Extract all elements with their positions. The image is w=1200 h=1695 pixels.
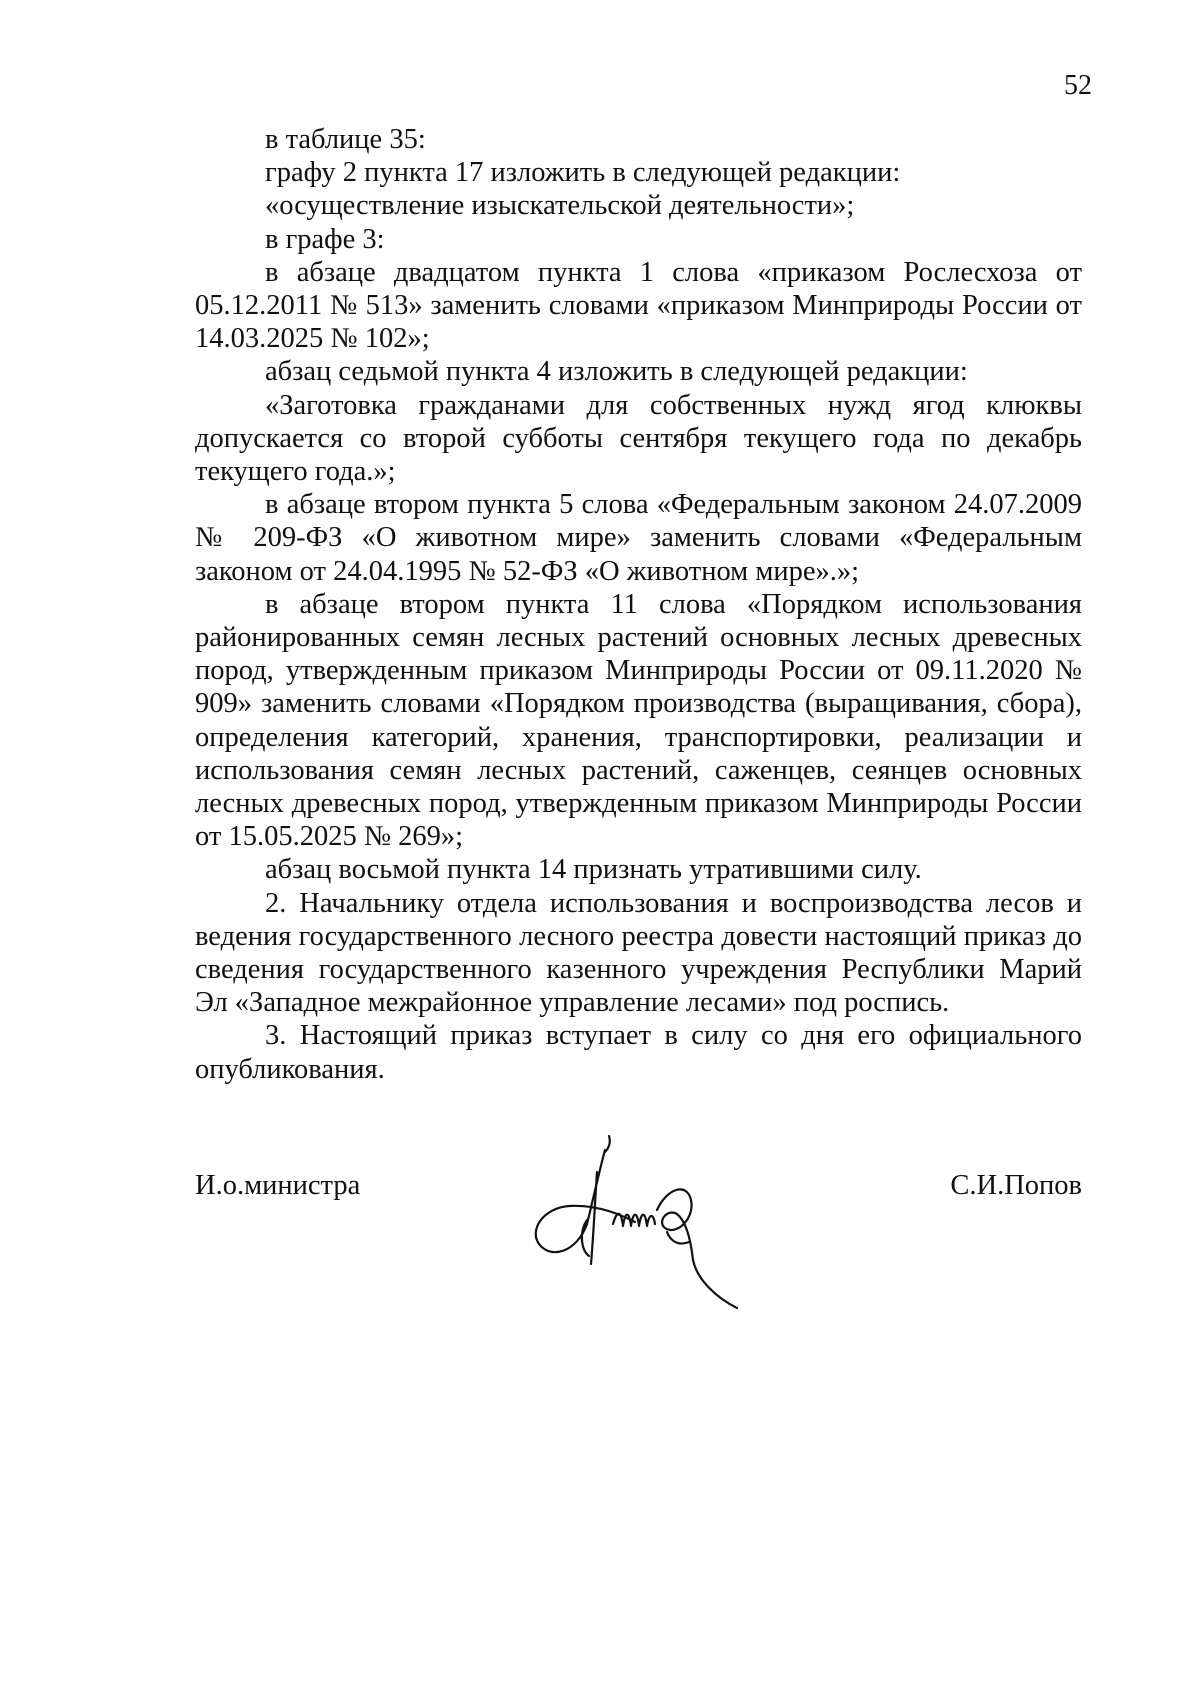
paragraph-point-4: абзац седьмой пункта 4 изложить в следующей редакции: — [265, 356, 968, 388]
paragraph-item-3: 3. Настоящий приказ вступает в силу со дня его официального опубликования. — [195, 1020, 1082, 1085]
paragraph-point-14: абзац восьмой пункта 14 признать утратившими силу. — [265, 854, 922, 886]
page-number: 52 — [1064, 70, 1092, 101]
paragraph-cranberry: «Заготовка гражданами для собственных нужд ягод клюквы допускается со второй субботы сентября текущего года по декабрь текущего года.»; — [195, 389, 1082, 488]
paragraph-column-3: в графе 3: — [265, 223, 385, 255]
paragraph-point-5: в абзаце втором пункта 5 слова «Федеральным законом 24.07.2009 № 209-ФЗ «О животном мире» заменить словами «Федеральным законом от 24.04.1995 № 52-ФЗ «О животном мире».»; — [195, 489, 1082, 587]
paragraph-survey-activity: «осуществление изыскательской деятельности»; — [265, 190, 855, 222]
handwritten-signature-icon — [517, 1132, 757, 1322]
document-body — [195, 123, 1082, 1086]
paragraph-table-35: в таблице 35: — [265, 124, 426, 155]
signature-block — [195, 1160, 1082, 1320]
paragraph-point-1: в абзаце двадцатом пункта 1 слова «приказом Рослесхоза от 05.12.2011 № 513» заменить словами «приказом Минприроды России от 14.03.2025 № 102»; — [195, 256, 1082, 355]
signatory-name: С.И.Попов — [950, 1170, 1082, 1201]
paragraph-column-2: графу 2 пункта 17 изложить в следующей редакции: — [265, 157, 901, 189]
paragraph-item-2: 2. Начальнику отдела использования и воспроизводства лесов и ведения государственного лесного реестра довести настоящий приказ до сведения государственного казенного учреждения Республики Марий Эл «Западное межрайонное управление лесами» под роспись. — [195, 887, 1082, 1019]
paragraph-point-11: в абзаце втором пункта 11 слова «Порядком использования районированных семян лесных растений основных лесных древесных пород, утвержденным приказом Минприроды России от 09.11.2020 № 909» заменить словами «Порядком производства (выращивания, сбора), определения категорий, хранения, транспортировки, реализации и использования семян лесных растений, саженцев, сеянцев основных лесных древесных пород, утвержденным приказом Минприроды России от 15.05.2025 № 269»; — [195, 588, 1082, 853]
signatory-title: И.о.министра — [195, 1170, 361, 1201]
